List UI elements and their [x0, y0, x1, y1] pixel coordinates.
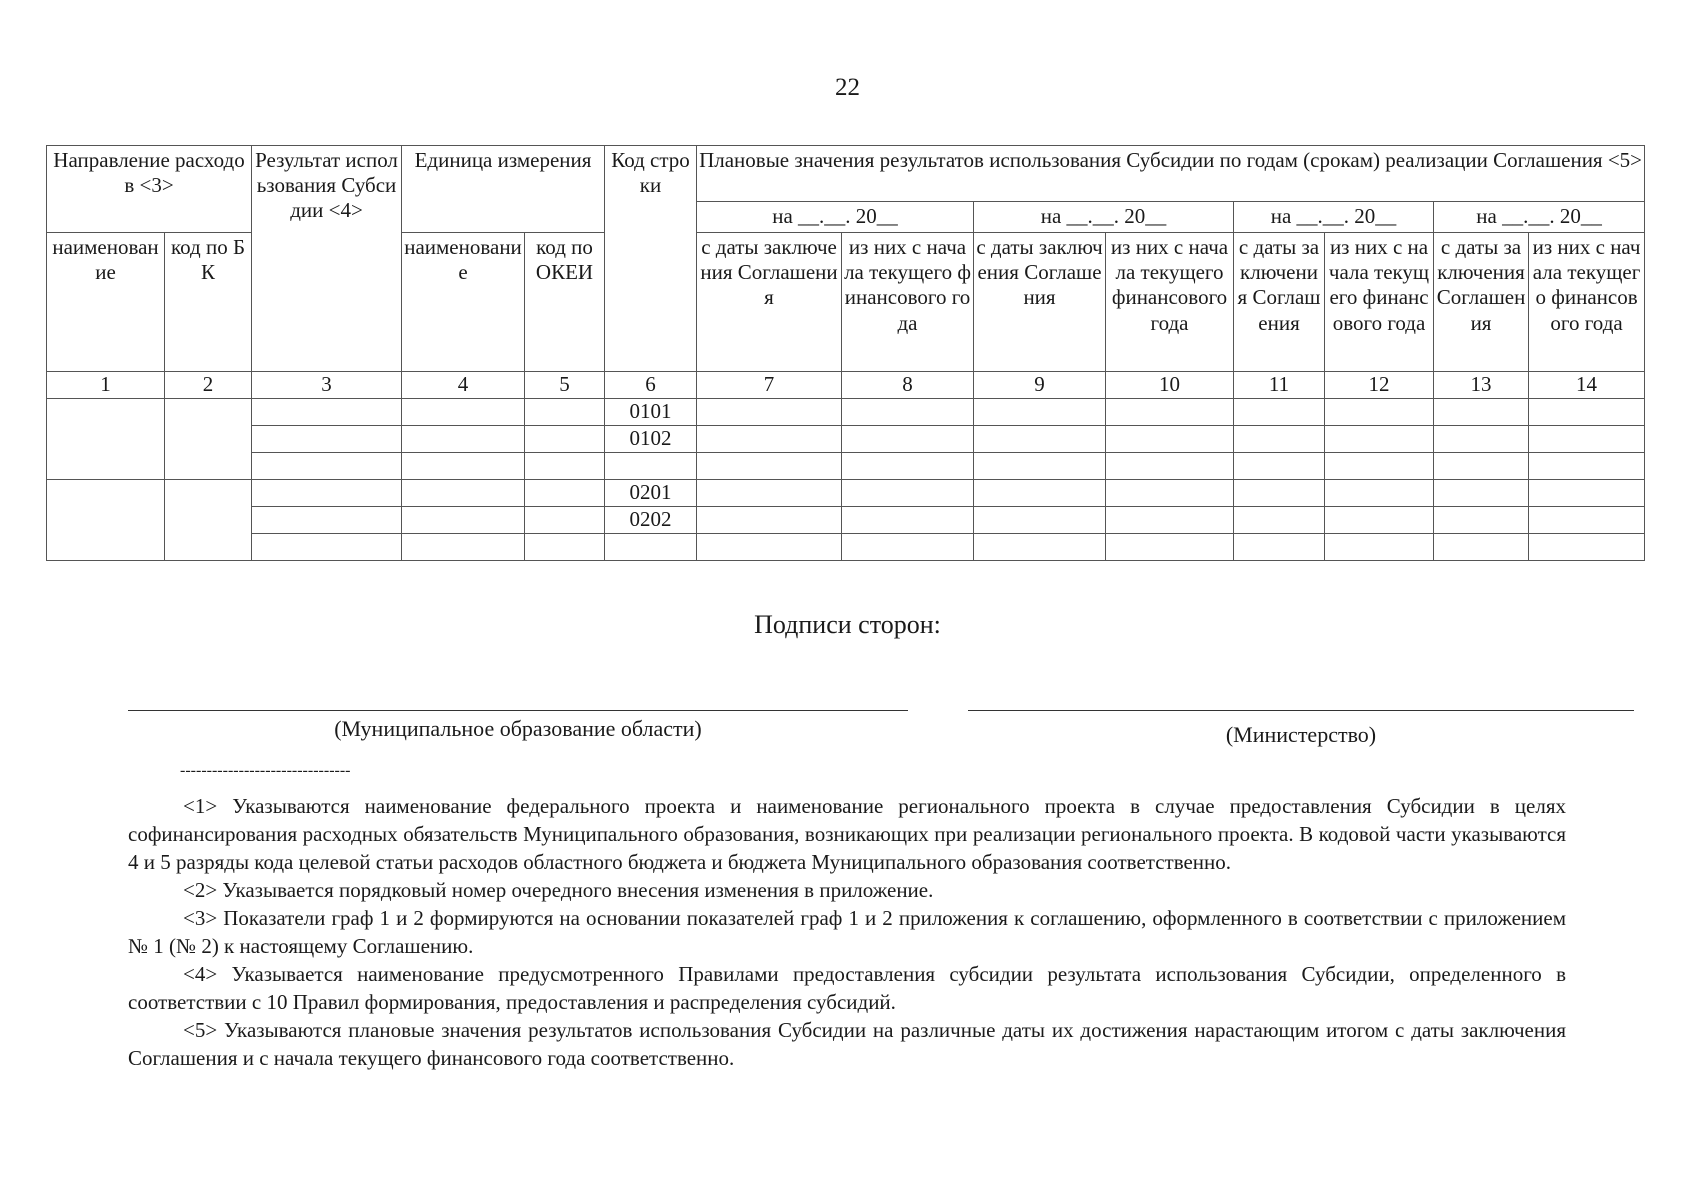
table-cell — [842, 480, 974, 507]
table-cell — [1234, 534, 1325, 561]
header-from-date-1: с даты заключения Соглашения — [697, 233, 842, 372]
table-cell — [1325, 480, 1434, 507]
table-cell — [1234, 453, 1325, 480]
table-cell — [1529, 399, 1645, 426]
header-row-code: Код строки — [605, 146, 697, 372]
table-cell — [402, 507, 525, 534]
column-number: 14 — [1529, 372, 1645, 399]
table-cell — [1434, 399, 1529, 426]
footnote-3: <3> Показатели граф 1 и 2 формируются на основании показателей граф 1 и 2 приложения к соглашению, оформленного в соответствии с приложением № 1 (№ 2) к настоящему Соглашению. — [128, 906, 1566, 958]
table-row — [47, 453, 1645, 480]
table-cell — [1325, 453, 1434, 480]
table-cell — [1529, 426, 1645, 453]
table-cell — [1325, 399, 1434, 426]
table-cell — [974, 426, 1106, 453]
row-code-cell: 0202 — [605, 507, 697, 534]
signatures-title: Подписи сторон: — [754, 610, 941, 639]
table-cell — [252, 426, 402, 453]
table-cell — [697, 453, 842, 480]
table-cell — [252, 453, 402, 480]
header-period-4: на __.__. 20__ — [1434, 201, 1645, 232]
table-cell — [252, 480, 402, 507]
column-number: 11 — [1234, 372, 1325, 399]
table-row — [47, 426, 1645, 453]
table-cell — [697, 426, 842, 453]
column-number: 10 — [1106, 372, 1234, 399]
page-number: 22 — [835, 74, 860, 101]
table-cell — [1106, 453, 1234, 480]
row-code-cell — [605, 534, 697, 561]
header-period-1: на __.__. 20__ — [697, 201, 974, 232]
table-cell — [1529, 507, 1645, 534]
table-cell — [842, 453, 974, 480]
signature-line-left — [128, 710, 908, 711]
table-cell — [525, 534, 605, 561]
table-cell — [1106, 480, 1234, 507]
column-number: 3 — [252, 372, 402, 399]
table-row — [47, 399, 1645, 426]
direction-name-cell — [47, 480, 165, 561]
signature-caption-left: (Муниципальное образование области) — [334, 716, 702, 741]
header-from-date-2: с даты заключения Соглашения — [974, 233, 1106, 372]
table-cell — [842, 426, 974, 453]
column-number: 9 — [974, 372, 1106, 399]
header-period-2: на __.__. 20__ — [974, 201, 1234, 232]
header-from-year-2: из них с начала текущего финансового года — [1106, 233, 1234, 372]
column-number: 12 — [1325, 372, 1434, 399]
table-cell — [525, 426, 605, 453]
footnote-separator: -------------------------------- — [180, 762, 351, 779]
header-unit: Единица измерения — [402, 146, 605, 233]
table-row — [47, 534, 1645, 561]
table-cell — [402, 426, 525, 453]
header-from-year-1: из них с начала текущего финансового года — [842, 233, 974, 372]
table-cell — [525, 399, 605, 426]
footnotes — [128, 792, 1566, 1072]
table-cell — [1529, 534, 1645, 561]
column-number: 4 — [402, 372, 525, 399]
table-cell — [1234, 426, 1325, 453]
results-table — [46, 145, 1645, 561]
table-cell — [1106, 534, 1234, 561]
column-number: 6 — [605, 372, 697, 399]
row-code-cell — [605, 453, 697, 480]
row-code-cell: 0101 — [605, 399, 697, 426]
table-cell — [697, 534, 842, 561]
header-direction-name: наименование — [47, 233, 165, 372]
table-cell — [974, 534, 1106, 561]
table-cell — [525, 480, 605, 507]
header-from-date-3: с даты заключения Соглашения — [1234, 233, 1325, 372]
table-row — [47, 480, 1645, 507]
table-cell — [525, 453, 605, 480]
table-cell — [974, 399, 1106, 426]
signature-line-right — [968, 710, 1634, 711]
table-cell — [1106, 507, 1234, 534]
table-cell — [1106, 426, 1234, 453]
table-cell — [252, 399, 402, 426]
table-cell — [974, 453, 1106, 480]
table-cell — [252, 534, 402, 561]
header-from-year-3: из них с начала текущего финансового года — [1325, 233, 1434, 372]
table-cell — [1529, 480, 1645, 507]
header-unit-name: наименование — [402, 233, 525, 372]
header-from-year-4: из них с начала текущего финансового года — [1529, 233, 1645, 372]
table-cell — [697, 507, 842, 534]
table-cell — [1434, 453, 1529, 480]
table-cell — [974, 480, 1106, 507]
table-cell — [402, 480, 525, 507]
table-cell — [402, 534, 525, 561]
signature-caption-right: (Министерство) — [1225, 722, 1377, 747]
table-cell — [1325, 507, 1434, 534]
table-cell — [402, 453, 525, 480]
table-cell — [697, 399, 842, 426]
table-cell — [842, 507, 974, 534]
header-direction: Направление расходов <3> — [47, 146, 252, 233]
table-cell — [1234, 480, 1325, 507]
direction-code-cell — [165, 399, 252, 480]
header-direction-code: код по БК — [165, 233, 252, 372]
column-number: 5 — [525, 372, 605, 399]
table-cell — [1434, 534, 1529, 561]
table-cell — [1234, 399, 1325, 426]
table-cell — [1234, 507, 1325, 534]
column-number: 2 — [165, 372, 252, 399]
header-from-date-4: с даты заключения Соглашения — [1434, 233, 1529, 372]
column-number: 8 — [842, 372, 974, 399]
direction-code-cell — [165, 480, 252, 561]
table-cell — [525, 507, 605, 534]
table-cell — [1434, 507, 1529, 534]
table-cell — [1434, 480, 1529, 507]
table-cell — [1325, 534, 1434, 561]
footnote-2: <2> Указывается порядковый номер очередного внесения изменения в приложение. — [183, 878, 934, 902]
header-planned: Плановые значения результатов использования Субсидии по годам (срокам) реализации Соглашения <5> — [697, 146, 1645, 202]
table-cell — [1529, 453, 1645, 480]
row-code-cell: 0102 — [605, 426, 697, 453]
header-unit-code: код по ОКЕИ — [525, 233, 605, 372]
column-numbers-row — [47, 372, 1645, 399]
header-period-3: на __.__. 20__ — [1234, 201, 1434, 232]
column-number: 7 — [697, 372, 842, 399]
column-number: 13 — [1434, 372, 1529, 399]
footnote-1: <1> Указываются наименование федерального проекта и наименование регионального проекта в случае предоставления Субсидии в целях софинансирования расходных обязательств Муниципального образования, возникающих при реализации регионального проекта. В кодовой части указываются 4 и 5 разряды кода целевой статьи расходов областного бюджета и бюджета Муниципального образования соответственно. — [128, 794, 1566, 874]
table-cell — [1325, 426, 1434, 453]
footnote-5: <5> Указываются плановые значения результатов использования Субсидии на различные даты их достижения нарастающим итогом с даты заключения Соглашения и с начала текущего финансового года соответственно. — [128, 1018, 1566, 1070]
table-cell — [842, 399, 974, 426]
row-code-cell: 0201 — [605, 480, 697, 507]
table-row — [47, 507, 1645, 534]
table-cell — [252, 507, 402, 534]
column-number: 1 — [47, 372, 165, 399]
table-cell — [697, 480, 842, 507]
table-cell — [974, 507, 1106, 534]
table-cell — [1434, 426, 1529, 453]
table-cell — [402, 399, 525, 426]
table-cell — [842, 534, 974, 561]
header-result: Результат использования Субсидии <4> — [252, 146, 402, 372]
header-row-1 — [47, 146, 1645, 202]
footnote-4: <4> Указывается наименование предусмотренного Правилами предоставления субсидии результата использования Субсидии, определенного в соответствии с 10 Правил формирования, предоставления и распределения субсидий. — [128, 962, 1566, 1014]
direction-name-cell — [47, 399, 165, 480]
table-cell — [1106, 399, 1234, 426]
